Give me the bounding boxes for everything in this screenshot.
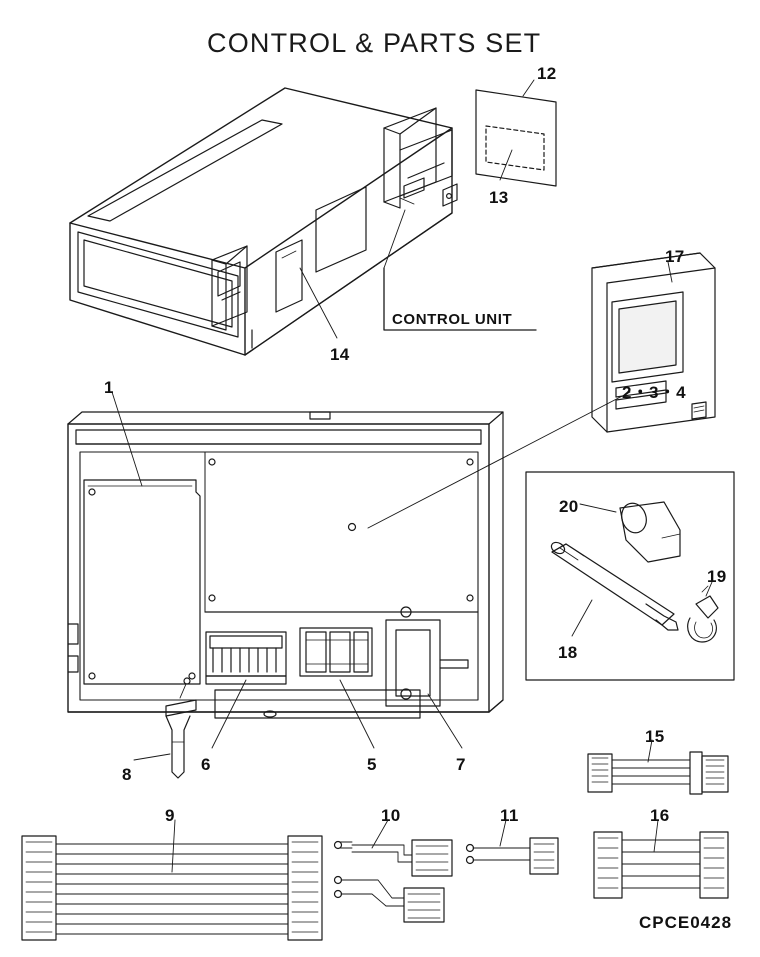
control-unit-bracket: [384, 108, 457, 208]
control-unit-section-label: CONTROL UNIT: [392, 311, 513, 328]
callout-8: 8: [122, 765, 132, 784]
callout-7: 7: [456, 755, 466, 774]
inner-control-box: [212, 246, 247, 330]
remote-controller-17: [592, 253, 715, 432]
callout-15: 15: [645, 727, 665, 746]
callout-20: 20: [559, 497, 579, 516]
control-box-assembly: [68, 412, 503, 778]
callout-5: 5: [367, 755, 377, 774]
callout-16: 16: [650, 806, 670, 825]
callout-12: 12: [537, 64, 557, 83]
harness-11: [467, 838, 559, 874]
callout-18: 18: [558, 643, 578, 662]
cover-panel-12: [476, 90, 556, 186]
callout-10: 10: [381, 806, 401, 825]
callout-11: 11: [500, 806, 519, 825]
callout-13: 13: [489, 188, 509, 207]
harness-9: [22, 836, 322, 940]
harness-16: [594, 832, 728, 898]
harness-15: [588, 752, 728, 794]
callout-14: 14: [330, 345, 350, 364]
callout-9: 9: [165, 806, 175, 825]
harness-10: [335, 840, 453, 922]
callout-6: 6: [201, 755, 211, 774]
callout-1: 1: [104, 378, 114, 397]
page-title: CONTROL & PARTS SET: [207, 28, 542, 58]
callout-2-3-4: 2・3・4: [622, 383, 686, 402]
callout-17: 17: [665, 247, 685, 266]
inner-plate-14: [276, 240, 302, 312]
inner-partition-plate: [316, 187, 366, 272]
callout-19: 19: [707, 567, 727, 586]
drawing-code: CPCE0428: [639, 913, 733, 932]
